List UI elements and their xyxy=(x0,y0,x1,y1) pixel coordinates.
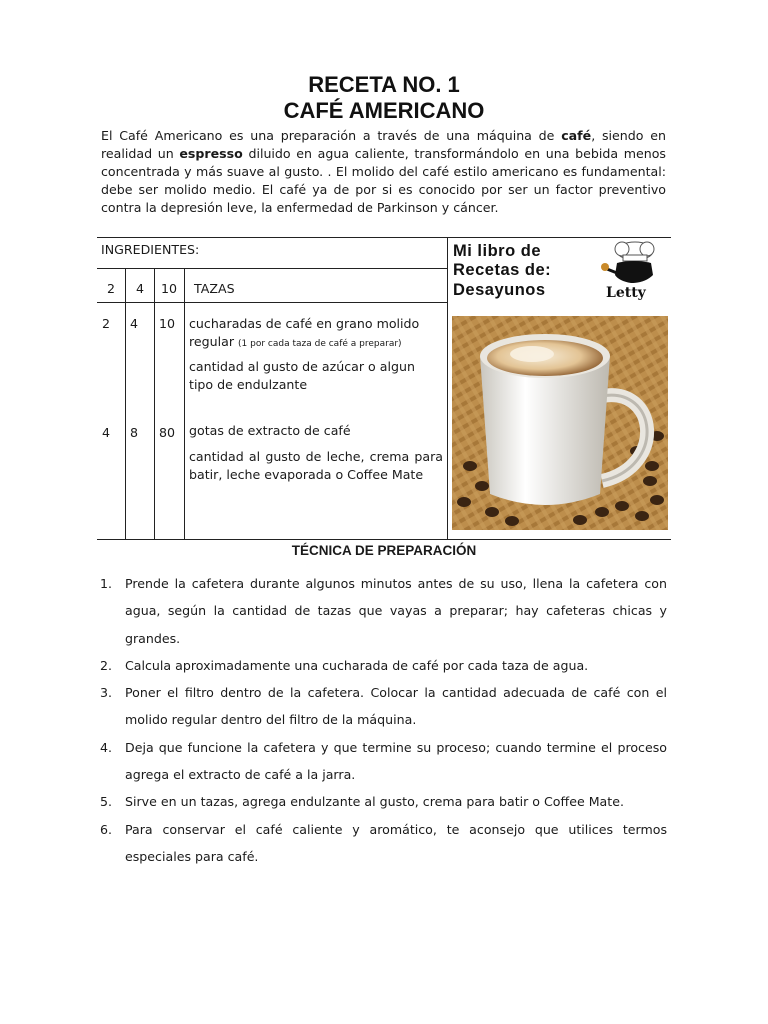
row1-note: (1 por cada taza de café a preparar) xyxy=(238,339,402,349)
brand-line-1: Mi libro de xyxy=(453,242,541,260)
table-col-divider-1 xyxy=(125,268,126,539)
row2-qty-4: 4 xyxy=(102,425,111,440)
brand-author: Letty xyxy=(606,285,646,301)
row1-ingredient: cucharadas de café en grano molido regular (1 por cada taza de café a preparar) xyxy=(189,316,420,349)
chef-hat-icon xyxy=(595,239,665,289)
list-item: 3. Poner el filtro dentro de la cafetera. Colocar la cantidad adecuada de café con el molido regular dentro del filtro de la máquina. xyxy=(100,685,667,728)
coffee-cup-photo xyxy=(452,316,668,530)
col-header-tazas: TAZAS xyxy=(194,281,235,296)
list-item: 2. Calcula aproximadamente una cucharada de café por cada taza de agua. xyxy=(100,657,589,673)
list-item: 6. Para conservar el café caliente y aromático, te aconsejo que utilices termos especiales para café. xyxy=(100,821,667,864)
row1-ingredient-2: cantidad al gusto de azúcar o algun tipo de endulzante xyxy=(189,359,415,392)
row2-ingredient-2: cantidad al gusto de leche, crema para batir, leche evaporada o Coffee Mate xyxy=(189,449,443,482)
row2-ingredient: gotas de extracto de café xyxy=(189,423,351,438)
row1-qty-4: 4 xyxy=(130,316,139,331)
bold-espresso: espresso xyxy=(179,146,243,161)
recipe-name-title: CAFÉ AMERICANO xyxy=(283,98,485,123)
list-item: 5. Sirve en un tazas, agrega endulzante al gusto, crema para batir o Coffee Mate. xyxy=(100,794,624,810)
brand-line-2: Recetas de: xyxy=(453,261,552,279)
intro-paragraph: El Café Americano es una preparación a través de una máquina de café, siendo en realidad un espresso diluido en agua caliente, transformándolo en una bebida menos concentrada y más suave al gusto. . El molido del café estilo americano es fundamental: debe ser molido medio. El café ya de por si es conocido por ser un factor preventivo contra la depresión leve, la enfermedad de Parkinson y cáncer. xyxy=(101,128,666,215)
table-top-rule xyxy=(97,237,671,238)
brand-line-3: Desayunos xyxy=(453,281,546,299)
table-col-divider-2 xyxy=(154,268,155,539)
col-header-10: 10 xyxy=(161,281,178,296)
cookbook-brand xyxy=(453,241,669,303)
list-item: 4. Deja que funcione la cafetera y que termine su proceso; cuando termine el proceso agrega el extracto de café a la jarra. xyxy=(100,739,667,783)
bold-cafe: café xyxy=(561,128,592,143)
technique-title: TÉCNICA DE PREPARACIÓN xyxy=(291,543,477,558)
table-header-rule-1 xyxy=(97,268,447,269)
list-item: 1. Prende la cafetera durante algunos minutos antes de su uso, llena la cafetera con agua, según la cantidad de tazas que vayas a preparar; hay cafeteras chicas y grandes. xyxy=(100,576,667,646)
table-bottom-rule xyxy=(97,539,671,540)
col-header-4: 4 xyxy=(136,281,145,296)
table-image-divider xyxy=(447,237,448,539)
technique-steps xyxy=(100,570,667,870)
col-header-2: 2 xyxy=(107,281,116,296)
row1-qty-10: 10 xyxy=(159,316,176,331)
table-header-rule-2 xyxy=(97,302,447,303)
ingredients-heading: INGREDIENTES: xyxy=(101,242,200,257)
row2-qty-8: 8 xyxy=(130,425,139,440)
table-col-divider-3 xyxy=(184,268,185,539)
row2-qty-80: 80 xyxy=(159,425,176,440)
row1-qty-2: 2 xyxy=(102,316,111,331)
recipe-number-title: RECETA NO. 1 xyxy=(308,72,460,97)
